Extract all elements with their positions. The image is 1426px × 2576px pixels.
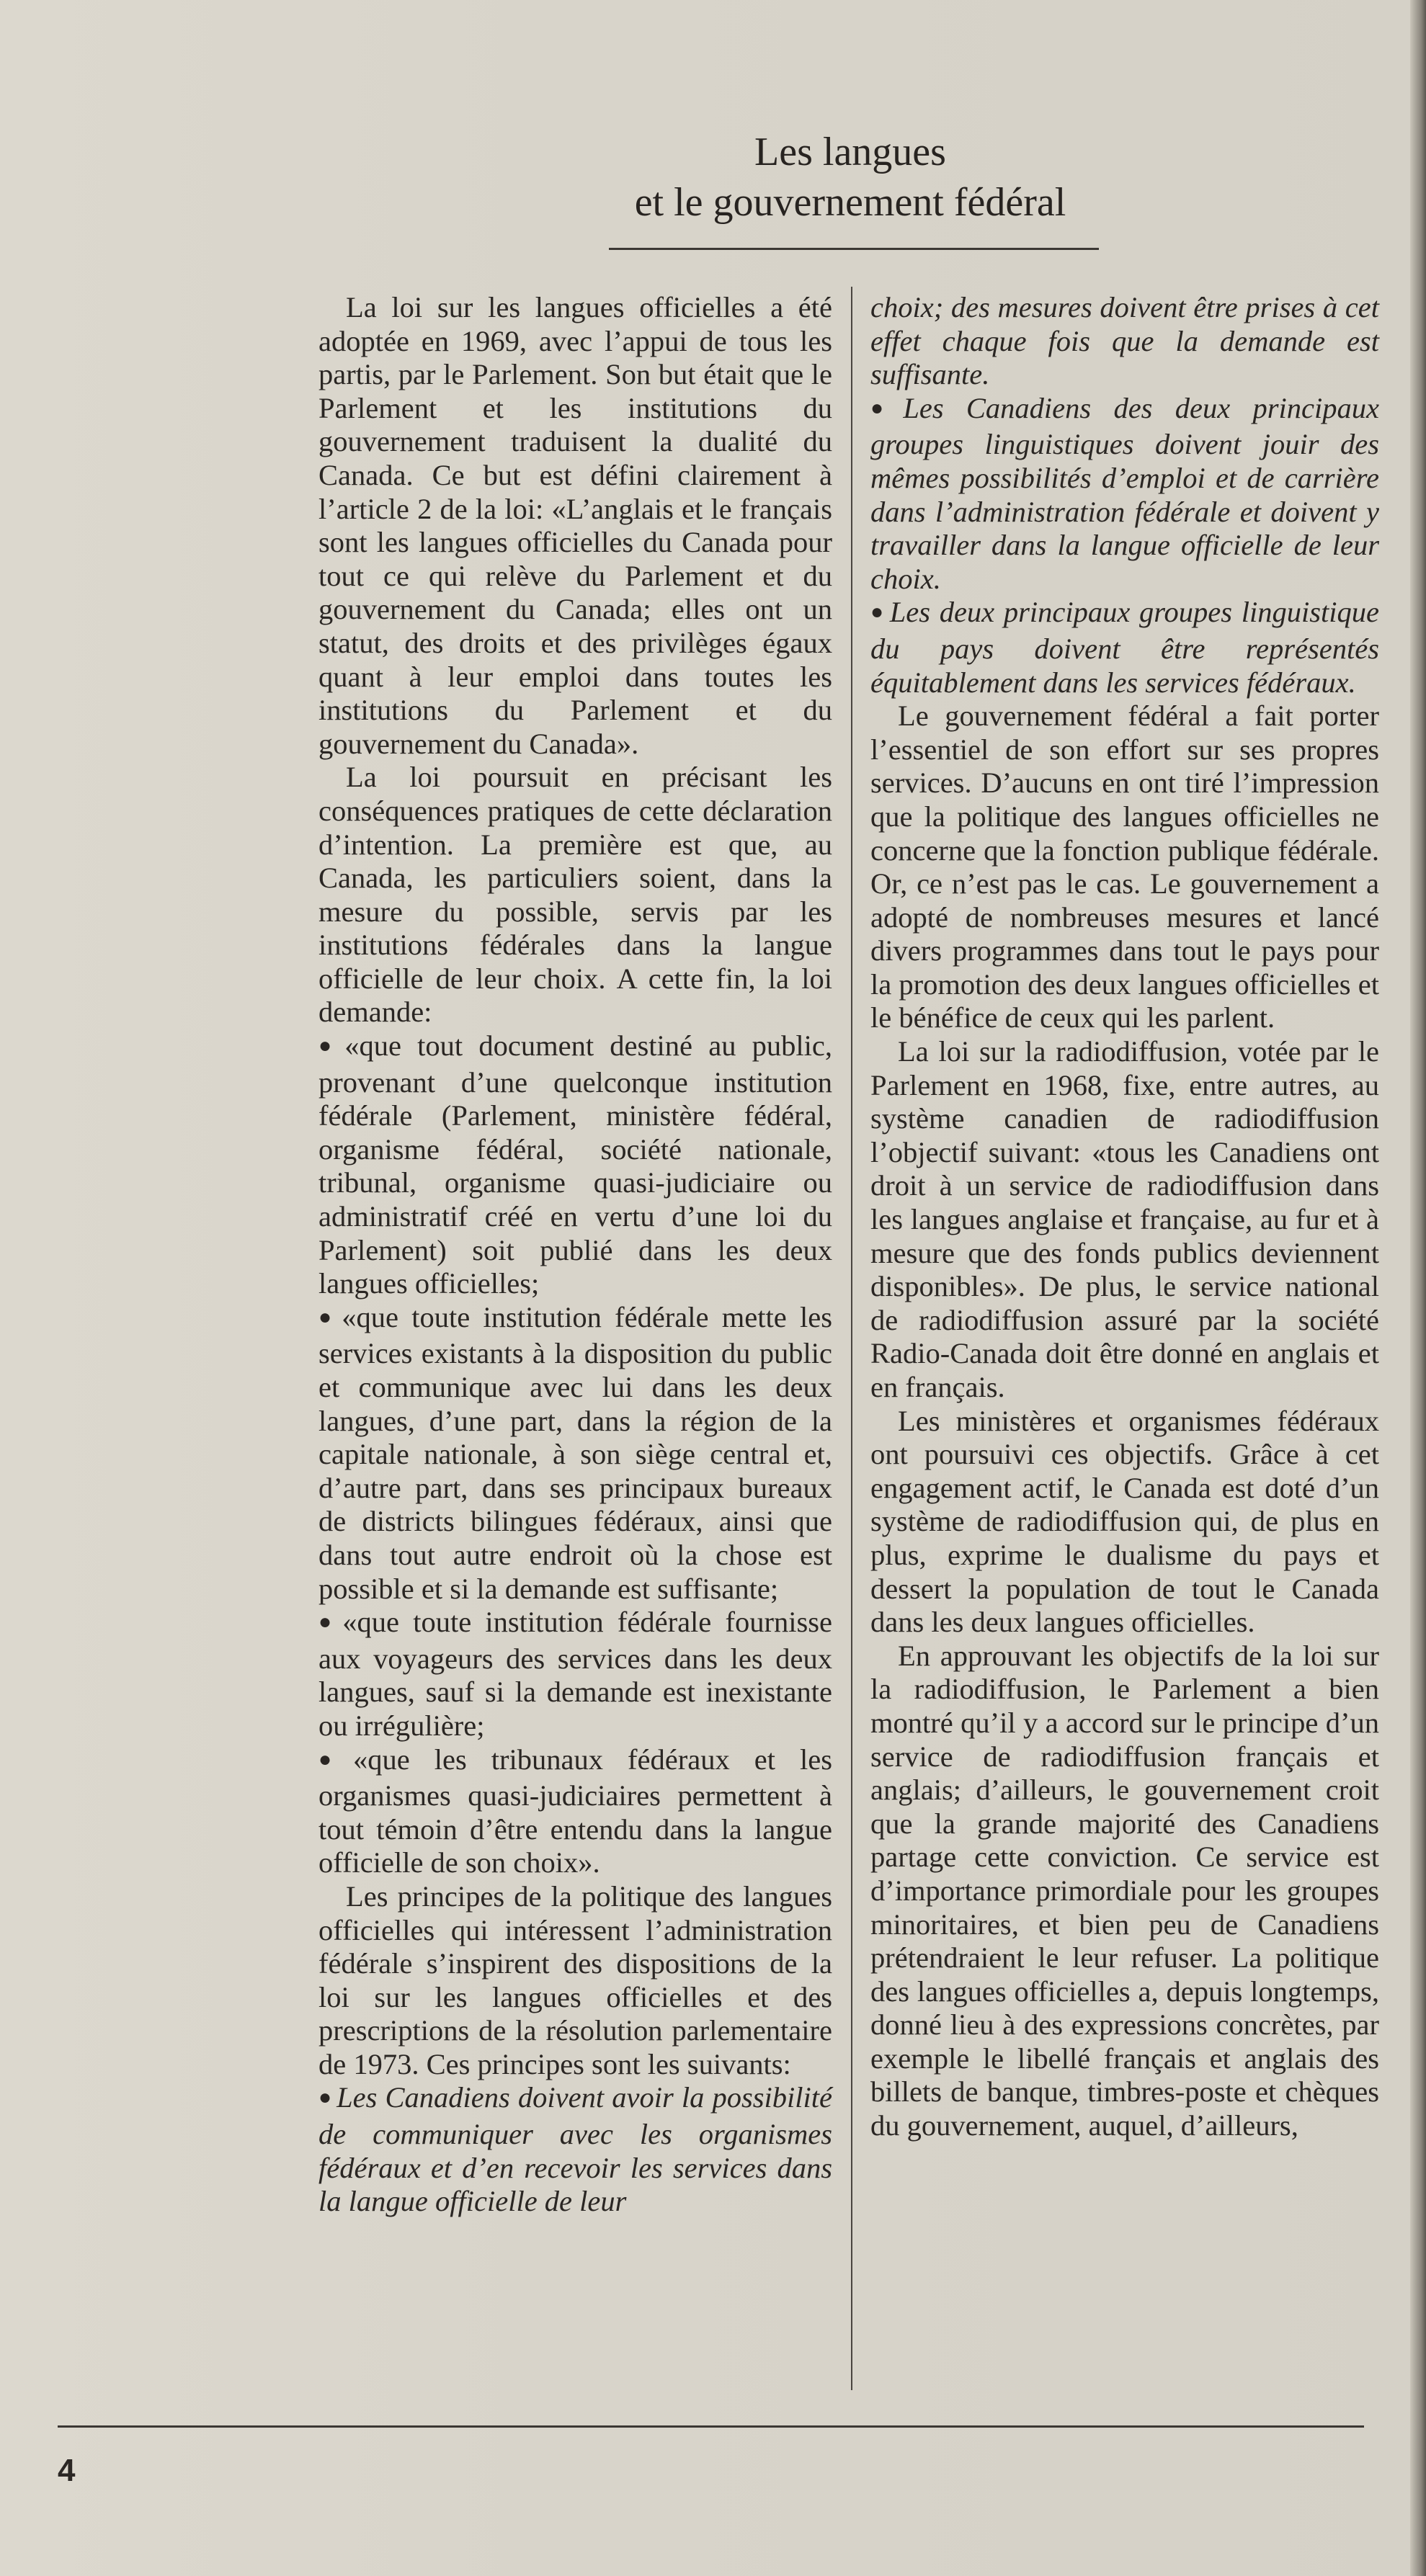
- page-edge-shadow: [1410, 0, 1426, 2576]
- paragraph-text: La loi poursuit en précisant les conséquences pratiques de cette déclaration d’intention. La première est que, au Canada, les particuliers soient, dans la mesure du possible, servis par les institutions fédérales dans la langue officielle de leur choix. A cette fin, la loi demande:: [318, 761, 832, 1029]
- page-title: [504, 127, 1196, 228]
- paragraph: [870, 1640, 1379, 2143]
- paragraph-text: Les principes de la politique des langues officielles qui intéressent l’administration fédérale s’inspirent des dispositions de la loi sur les langues officielles et des prescriptions de la résolution parlementaire de 1973. Ces principes sont les suivants:: [318, 1879, 832, 2080]
- bullet-icon: ●: [318, 1034, 341, 1058]
- paragraph-text: Le gouvernement fédéral a fait porter l’essentiel de son effort sur ses propres services. D’aucuns en ont tiré l’impression que la politique des langues officielles ne concerne que la fonction publique fédérale. Or, ce n’est pas le cas. Le gouvernement a adopté de nombreuses mesures et lancé divers programmes dans tout le pays pour la promotion des deux langues officielles et le bénéfice de ceux qui les parlent.: [870, 699, 1379, 1034]
- right-column: [870, 291, 1379, 2143]
- paragraph-text: Les ministères et organismes fédéraux ont poursuivi ces objectifs. Grâce à cet engagement actif, le Canada est doté d’un système de radiodiffusion qui, de plus en plus, exprime le dualisme du pays et dessert la population de tout le Canada dans les deux langues officielles.: [870, 1404, 1379, 1639]
- paragraph: [318, 1880, 832, 2082]
- paragraph: [870, 392, 1379, 596]
- paragraph: [870, 1035, 1379, 1405]
- paragraph-text: «que les tribunaux fédéraux et les organismes quasi-judiciaires permettent à tout témoin d’être entendu dans la langue officielle de son choix».: [318, 1743, 832, 1879]
- column-divider: [851, 287, 852, 2390]
- bullet-icon: ●: [870, 395, 899, 420]
- paragraph: [318, 1301, 832, 1606]
- paragraph: [318, 1029, 832, 1301]
- paragraph: [870, 699, 1379, 1035]
- paragraph-text: Les Canadiens doivent avoir la possibilité de communiquer avec les organismes fédéraux et d’en recevoir les services dans la langue officielle de leur: [318, 2081, 832, 2218]
- bullet-icon: ●: [318, 1747, 349, 1771]
- paragraph: [318, 291, 832, 761]
- paragraph-text: «que tout document destiné au public, provenant d’une quelconque institution fédérale (Parlement, ministère fédéral, organisme fédéral, société nationale, tribunal, organisme quasi-judiciaire ou administratif créé en vertu d’une loi du Parlement) soit publié dans les deux langues officielles;: [318, 1029, 833, 1300]
- paragraph: [870, 1405, 1379, 1640]
- bullet-icon: ●: [870, 600, 886, 625]
- bullet-icon: ●: [318, 1610, 339, 1634]
- paragraph-text: Les Canadiens des deux principaux groupes linguistiques doivent jouir des mêmes possibilités d’emploi et de carrière dans l’administration fédérale et doivent y travailler dans la langue officielle de leur choix.: [870, 391, 1379, 595]
- title-underline: [609, 248, 1099, 250]
- paragraph-text: «que toute institution fédérale mette les services existants à la disposition du public et communique avec lui dans les deux langues, d’une part, dans la région de la capitale nationale, à son siège central et, d’autre part, dans ses principaux bureaux de districts bilingues fédéraux, ainsi que dans tout autre endroit où la chose est possible et si la demande est suffisante;: [318, 1300, 832, 1605]
- paragraph: [318, 761, 832, 1029]
- left-column: [318, 291, 832, 2219]
- paragraph-text: Les deux principaux groupes linguistique du pays doivent être représentés équitablement dans les services fédéraux.: [870, 596, 1379, 699]
- paragraph-text: La loi sur les langues officielles a été adoptée en 1969, avec l’appui de tous les partis, par le Parlement. Son but était que le Parlement et les institutions du gouvernement traduisent la dualité du Canada. Ce but est défini clairement à l’article 2 de la loi: «L’anglais et le français sont les langues officielles du Canada pour tout ce qui relève du Parlement et du gouvernement du Canada; elles ont un statut, des droits et des privilèges égaux quant à leur emploi dans toutes les institutions du Parlement et du gouvernement du Canada».: [318, 291, 832, 760]
- paragraph: [318, 1606, 832, 1743]
- bullet-icon: ●: [318, 1305, 338, 1329]
- paragraph-text: En approuvant les objectifs de la loi sur la radiodiffusion, le Parlement a bien montré qu’il y a accord sur le principe d’un service de radiodiffusion français et anglais; d’ailleurs, le gouvernement croit que la grande majorité des Canadiens partage cette conviction. Ce service est d’importance primordiale pour les groupes minoritaires, et bien peu de Canadiens prétendraient le leur refuser. La politique des langues officielles a, depuis longtemps, donné lieu à des expressions concrètes, par exemple le libellé français et anglais des billets de banque, timbres-poste et chèques du gouvernement, auquel, d’ailleurs,: [870, 1639, 1379, 2142]
- title-line-2: et le gouvernement fédéral: [634, 180, 1066, 225]
- paragraph: [870, 291, 1379, 392]
- paragraph-text: choix; des mesures doivent être prises à cet effet chaque fois que la demande est suffisante.: [870, 291, 1379, 391]
- paragraph: [870, 596, 1379, 699]
- bullet-icon: ●: [318, 2085, 333, 2110]
- paragraph-text: «que toute institution fédérale fournisse aux voyageurs des services dans les deux langues, sauf si la demande est inexistante ou irrégulière;: [318, 1606, 832, 1742]
- page-number: 4: [58, 2453, 76, 2488]
- paragraph: [318, 1743, 832, 1880]
- paragraph-text: La loi sur la radiodiffusion, votée par le Parlement en 1968, fixe, entre autres, au système canadien de radiodiffusion l’objectif suivant: «tous les Canadiens ont droit à un service de radiodiffusion dans les langues anglaise et française, au fur et à mesure que des fonds publics deviennent disponibles». De plus, le service national de radiodiffusion assuré par la société Radio-Canada doit être donné en anglais et en français.: [870, 1035, 1379, 1403]
- footer-rule: [58, 2425, 1364, 2428]
- paragraph: [318, 2081, 832, 2218]
- title-line-1: Les langues: [754, 130, 946, 174]
